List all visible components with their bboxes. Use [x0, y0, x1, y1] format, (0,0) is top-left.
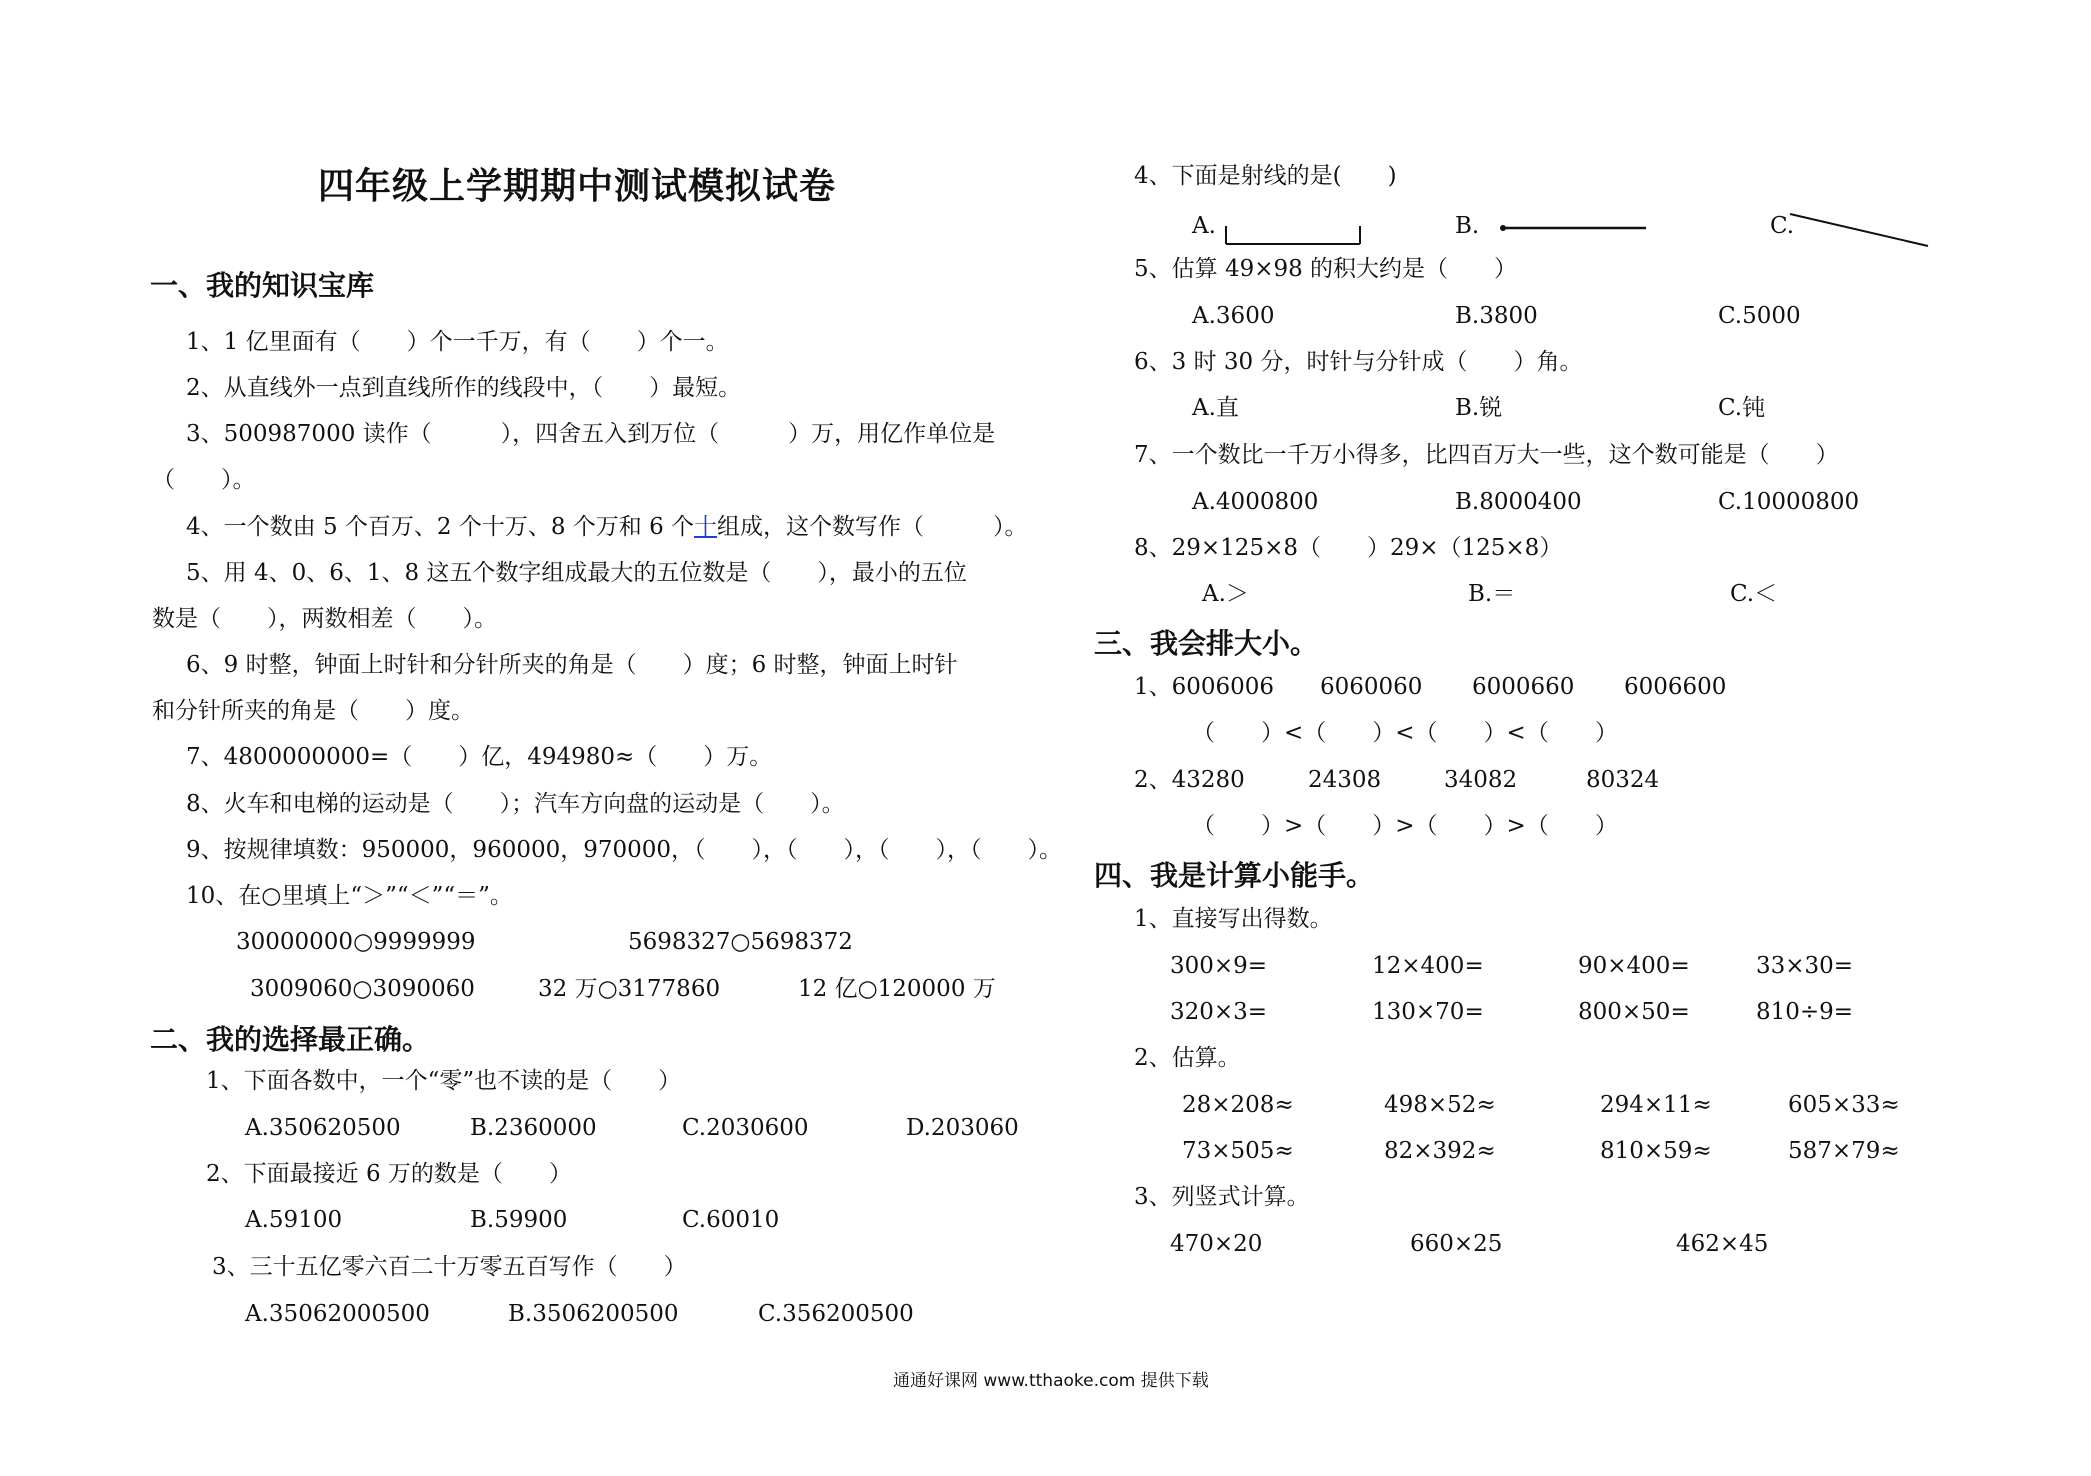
s4-p2-r1-c1: 28×208≈	[1182, 1092, 1294, 1118]
s4-p2-r1-c2: 498×52≈	[1384, 1092, 1496, 1118]
straight-line-figure	[1790, 212, 1930, 252]
s2-q7-option-b: B.8000400	[1455, 489, 1582, 515]
s2-q5-option-a: A.3600	[1192, 303, 1275, 329]
s4-p3-c2: 660×25	[1410, 1231, 1503, 1257]
s1-question-5-line-2: 数是（ ），两数相差（ ）。	[152, 606, 497, 632]
s2-question-8: 8、29×125×8（ ）29×（125×8）	[1134, 535, 1563, 561]
s2-q1-option-c: C.2030600	[682, 1115, 809, 1141]
s4-part-3: 3、列竖式计算。	[1134, 1184, 1310, 1210]
s1-question-7: 7、4800000000=（ ）亿，494980≈（ ）万。	[186, 744, 773, 770]
s2-question-6: 6、3 时 30 分，时针与分针成（ ）角。	[1134, 349, 1583, 375]
s2-question-4: 4、下面是射线的是( )	[1134, 163, 1397, 189]
s2-q6-option-a: A.直	[1192, 395, 1239, 421]
s2-q8-option-a: A.＞	[1202, 581, 1249, 607]
s2-q6-option-c: C.钝	[1718, 395, 1766, 421]
s2-q8-option-b: B.＝	[1468, 581, 1516, 607]
s4-p1-r1-c2: 12×400=	[1372, 953, 1484, 979]
section-3-heading: 三、我会排大小。	[1094, 627, 1319, 660]
s3-row2-n3: 34082	[1444, 767, 1518, 793]
s1-question-3-line-1: 3、500987000 读作（ ），四舍五入到万位（ ）万，用亿作单位是	[186, 421, 996, 447]
s1-question-4-pre: 4、一个数由 5 个百万、2 个十万、8 个万和 6 个	[186, 514, 695, 540]
s2-q2-option-c: C.60010	[682, 1207, 780, 1233]
page-title: 四年级上学期期中测试模拟试卷	[318, 166, 837, 207]
s2-question-2: 2、下面最接近 6 万的数是（ ）	[206, 1161, 572, 1187]
s2-q4-option-a: A.	[1192, 213, 1216, 239]
s4-p1-r2-c3: 800×50=	[1578, 999, 1690, 1025]
s2-q2-option-b: B.59900	[470, 1207, 568, 1233]
s1-question-8: 8、火车和电梯的运动是（ ）；汽车方向盘的运动是（ ）。	[186, 791, 845, 817]
s4-part-1: 1、直接写出得数。	[1134, 906, 1333, 932]
s4-p1-r1-c4: 33×30=	[1756, 953, 1854, 979]
s3-row2-n1: 2、43280	[1134, 767, 1245, 793]
s1-question-1: 1、1 亿里面有（ ）个一千万，有（ ）个一。	[186, 329, 729, 355]
s1-compare-3: 3009060○3090060	[250, 976, 475, 1002]
s2-q3-option-c: C.356200500	[758, 1301, 914, 1327]
s4-p2-r2-c4: 587×79≈	[1788, 1138, 1900, 1164]
s2-q5-option-c: C.5000	[1718, 303, 1801, 329]
s2-q2-option-a: A.59100	[245, 1207, 343, 1233]
section-1-heading: 一、我的知识宝库	[150, 269, 375, 302]
s4-p1-r2-c4: 810÷9=	[1756, 999, 1854, 1025]
s2-q7-option-a: A.4000800	[1192, 489, 1319, 515]
footer-credit: 通通好课网 www.tthaoke.com 提供下载	[893, 1371, 1209, 1391]
s2-q4-option-c: C.	[1770, 213, 1795, 239]
s4-part-2: 2、估算。	[1134, 1045, 1241, 1071]
s1-compare-4: 32 万○3177860	[538, 976, 721, 1002]
s1-question-9: 9、按规律填数：950000，960000，970000，（ ），（ ），（ ），（ ）。	[186, 837, 1063, 863]
s1-question-2: 2、从直线外一点到直线所作的线段中，（ ）最短。	[186, 375, 742, 401]
s3-row1-answer: （ ）<（ ）<（ ）<（ ）	[1192, 720, 1618, 746]
s1-question-5-line-1: 5、用 4、0、6、1、8 这五个数字组成最大的五位数是（ ），最小的五位	[186, 560, 967, 586]
s4-p1-r2-c2: 130×70=	[1372, 999, 1484, 1025]
s2-q1-option-d: D.203060	[906, 1115, 1019, 1141]
ray-figure	[1498, 222, 1648, 234]
s3-row2-answer: （ ）>（ ）>（ ）>（ ）	[1192, 813, 1618, 839]
s2-q5-option-b: B.3800	[1455, 303, 1538, 329]
s3-row1-n1: 1、6006006	[1134, 674, 1275, 700]
s2-question-3: 3、三十五亿零六百二十万零五百写作（ ）	[212, 1254, 687, 1280]
s4-p2-r2-c2: 82×392≈	[1384, 1138, 1496, 1164]
s1-question-4-link[interactable]: 十	[694, 514, 718, 540]
s3-row2-n2: 24308	[1308, 767, 1382, 793]
s1-question-10: 10、在○里填上“＞”“＜”“＝”。	[186, 883, 513, 909]
s1-question-6-line-1: 6、9 时整，钟面上时针和分针所夹的角是（ ）度；6 时整，钟面上时针	[186, 652, 958, 678]
s2-q6-option-b: B.锐	[1455, 395, 1503, 421]
s2-q4-option-b: B.	[1455, 213, 1480, 239]
s2-q1-option-a: A.350620500	[245, 1115, 401, 1141]
s2-q7-option-c: C.10000800	[1718, 489, 1860, 515]
s4-p3-c3: 462×45	[1676, 1231, 1769, 1257]
s4-p1-r1-c3: 90×400=	[1578, 953, 1690, 979]
s3-row1-n4: 6006600	[1624, 674, 1727, 700]
s3-row1-n2: 6060060	[1320, 674, 1423, 700]
s4-p2-r2-c3: 810×59≈	[1600, 1138, 1712, 1164]
section-2-heading: 二、我的选择最正确。	[150, 1023, 431, 1056]
s2-question-7: 7、一个数比一千万小得多，比四百万大一些，这个数可能是（ ）	[1134, 442, 1839, 468]
s4-p3-c1: 470×20	[1170, 1231, 1263, 1257]
s1-compare-5: 12 亿○120000 万	[798, 976, 996, 1002]
s1-question-4	[186, 513, 1028, 541]
s2-q8-option-c: C.＜	[1730, 581, 1778, 607]
s1-question-6-line-2: 和分针所夹的角是（ ）度。	[152, 698, 474, 724]
s2-q3-option-a: A.35062000500	[245, 1301, 430, 1327]
s4-p2-r2-c1: 73×505≈	[1182, 1138, 1294, 1164]
s2-q3-option-b: B.3506200500	[508, 1301, 679, 1327]
s2-question-5: 5、估算 49×98 的积大约是（ ）	[1134, 256, 1518, 282]
s1-question-4-post: 组成，这个数写作（ ）。	[717, 514, 1028, 540]
s3-row1-n3: 6000660	[1472, 674, 1575, 700]
s1-compare-2: 5698327○5698372	[628, 929, 853, 955]
s4-p1-r2-c1: 320×3=	[1170, 999, 1268, 1025]
s4-p2-r1-c4: 605×33≈	[1788, 1092, 1900, 1118]
line-segment-figure	[1224, 224, 1364, 248]
s1-question-3-line-2: （ ）。	[152, 467, 256, 493]
s4-p2-r1-c3: 294×11≈	[1600, 1092, 1712, 1118]
s4-p1-r1-c1: 300×9=	[1170, 953, 1268, 979]
section-4-heading: 四、我是计算小能手。	[1094, 859, 1375, 892]
s3-row2-n4: 80324	[1586, 767, 1660, 793]
s2-q1-option-b: B.2360000	[470, 1115, 597, 1141]
s2-question-1: 1、下面各数中，一个“零”也不读的是（ ）	[206, 1068, 682, 1094]
s1-compare-1: 30000000○9999999	[236, 929, 476, 955]
